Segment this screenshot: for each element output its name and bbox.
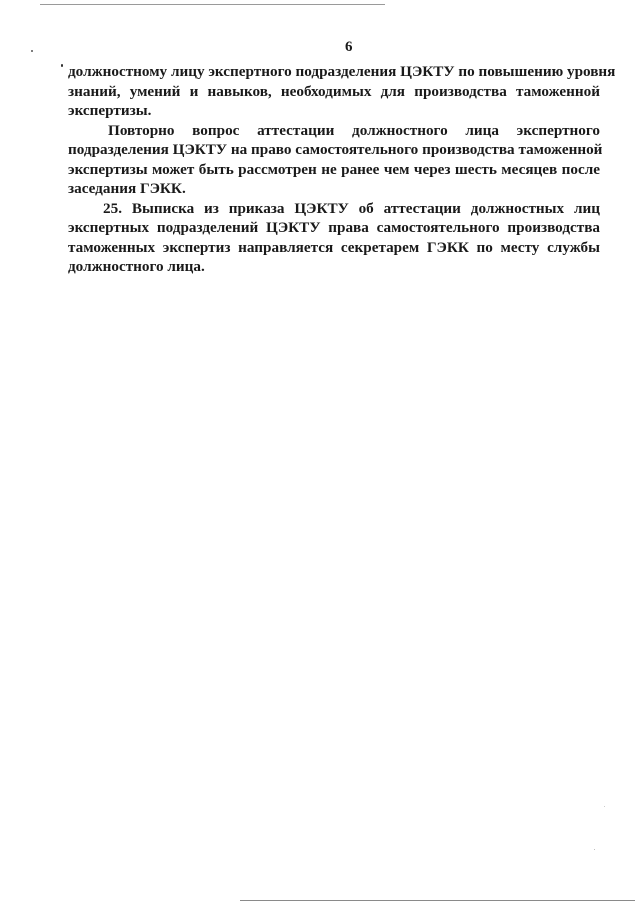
paragraph-repeat-attestation xyxy=(68,121,603,199)
text-line: заседания ГЭКК. xyxy=(68,180,186,197)
text-line: знаний, умений и навыков, необходимых для производства таможенной xyxy=(68,82,600,100)
page-number: 6 xyxy=(345,39,353,55)
scan-speck xyxy=(61,64,63,67)
text-line: подразделения ЦЭКТУ на право самостоятельного производства таможенной xyxy=(68,141,603,158)
scan-speck xyxy=(594,849,595,850)
scan-speck xyxy=(31,50,33,52)
text-line: 25. Выписка из приказа ЦЭКТУ об аттестации должностных лиц xyxy=(103,199,600,217)
text-line: таможенных экспертиз направляется секретарем ГЭКК по месту службы xyxy=(68,238,600,256)
text-line: экспертных подразделений ЦЭКТУ права самостоятельного производства xyxy=(68,219,600,236)
text-line: Повторно вопрос аттестации должностного лица экспертного xyxy=(108,121,600,139)
paragraph-continuation xyxy=(68,62,616,121)
scan-speck xyxy=(604,806,605,807)
bottom-edge-line xyxy=(240,900,635,901)
text-line: экспертизы может быть рассмотрен не ранее чем через шесть месяцев после xyxy=(68,160,600,178)
top-edge-line xyxy=(40,4,385,5)
document-body xyxy=(68,62,616,277)
text-line: должностному лицу экспертного подразделения ЦЭКТУ по повышению уровня xyxy=(68,63,616,80)
text-line: экспертизы. xyxy=(68,102,152,119)
paragraph-item-25 xyxy=(68,199,600,277)
text-line: должностного лица. xyxy=(68,258,205,275)
